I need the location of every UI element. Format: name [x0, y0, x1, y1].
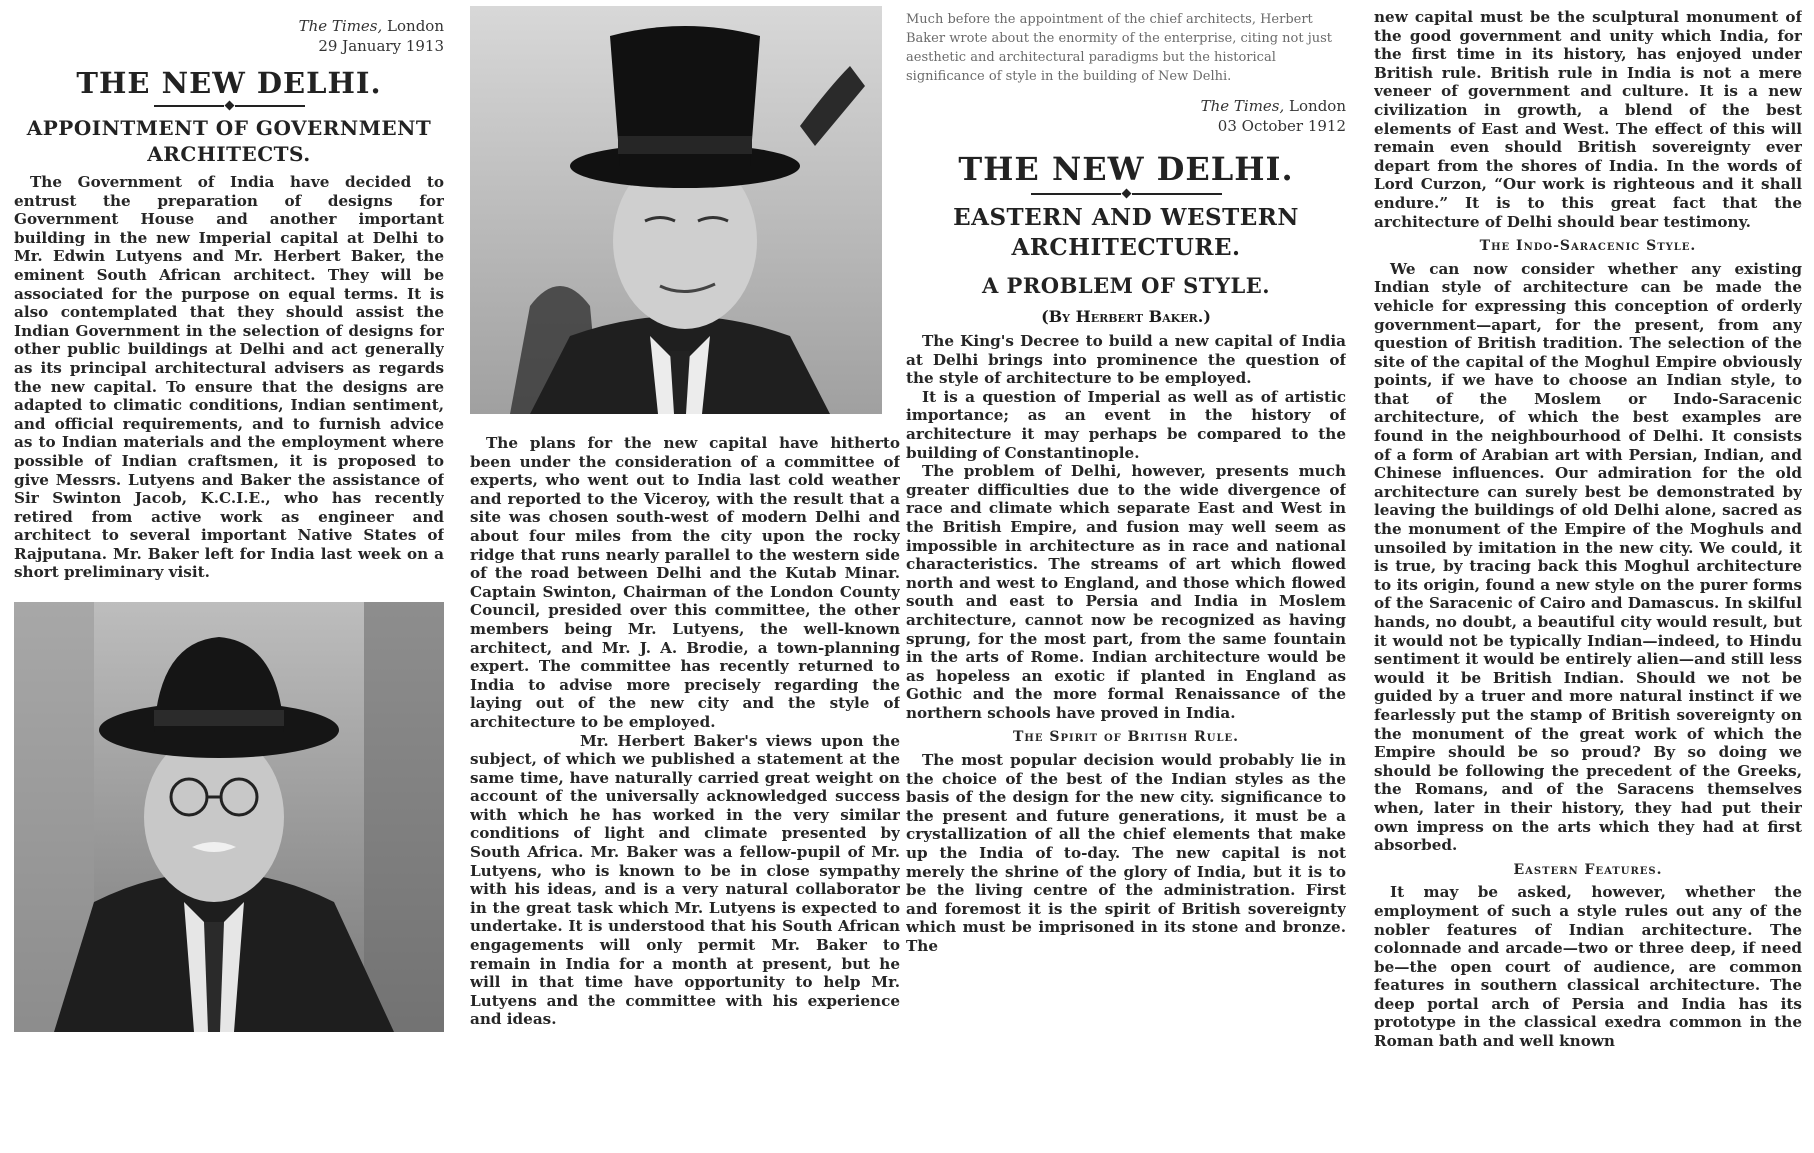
ornament-divider	[906, 190, 1346, 197]
editorial-intro: Much before the appointment of the chief architects, Herbert Baker wrote about the enormity of the enterprise, citing not just aesthetic and architectural paradigms but the historical significance of style in the building of New Delhi.	[906, 12, 1332, 84]
article-title: THE NEW DELHI.	[76, 66, 382, 100]
article-body	[14, 173, 444, 582]
source-city: London	[387, 17, 444, 35]
section-heading: The Spirit of British Rule.	[1012, 729, 1240, 746]
section-heading: The Indo-Saracenic Style.	[1479, 238, 1697, 255]
article-title: THE NEW DELHI.	[958, 150, 1294, 188]
article-body-continued	[470, 434, 900, 1029]
byline: (By Herbert Baker.)	[1041, 307, 1211, 326]
body-paragraph: Mr. Herbert Baker's views upon the subject, of which we published a statement at the same time, have naturally carried great weight on account of the universally acknowledged success with which he has worked in the very similar conditions of light and climate presented by South Africa. Mr. Baker was a fellow-pupil of Mr. Lutyens, who is known to be in close sympathy with his ideas, and is a very natural collaborator in the great task which Mr. Lutyens is expected to undertake. It is understood that his South African engagements will only permit Mr. Baker to remain in India for a month at present, but he will in that time have opportunity to help Mr. Lutyens and the committee with his experience and ideas.	[470, 731, 900, 1029]
source-line	[906, 96, 1346, 136]
body-paragraph: The problem of Delhi, however, presents much greater difficulties due to the wide divergence of race and climate which separate East and West in the British Empire, and fusion may well seem as impossible in architecture as in race and national characteristics. The streams of art which flowed north and west to England, and those which flowed south and east to Persia and India in Moslem architecture, cannot now be recognized as having sprung, for the most part, from the same fountain in the arts of Rome. Indian architecture would be as hopeless an exotic if planted in England as Gothic and the more formal Renaissance of the northern schools have proved in India.	[906, 462, 1346, 722]
source-city: London	[1289, 97, 1346, 115]
article-body	[906, 332, 1346, 956]
body-paragraph: The most popular decision would probably lie in the choice of the best of the Indian styles as the basis of the design for the new city. significance to the present and future generations, it must be a crystallization of all the chief elements that make up the India of to-day. The new capital is not merely the shrine of the glory of India, but it is to be the living centre of the administration. First and foremost it is the spirit of British sovereignty which must be imprisoned in its stone and bronze. The	[906, 751, 1346, 955]
section-heading: Eastern Features.	[1513, 861, 1663, 878]
source-date: 29 January 1913	[318, 37, 444, 55]
body-paragraph: It is a question of Imperial as well as of artistic importance; as an event in the history of architecture it may perhaps be compared to the building of Constantinople.	[906, 387, 1346, 462]
body-paragraph: The Government of India have decided to entrust the preparation of designs for Government House and another important building in the new Imperial capital at Delhi to Mr. Edwin Lutyens and Mr. Herbert Baker, the eminent South African architect. They will be associated for the purpose on equal terms. It is also contemplated that they should assist the Indian Government in the selection of designs for other public buildings at Delhi and act generally as its principal architectural advisers as regards the new capital. To ensure that the designs are adapted to climatic conditions, Indian sentiment, and official requirements, and to furnish advice as to Indian materials and the employment where possible of Indian craftsmen, it is proposed to give Messrs. Lutyens and Baker the assistance of Sir Swinton Jacob, K.C.I.E., who has recently retired from active work as engineer and architect to several important Native States of Rajputana. Mr. Baker left for India last week on a short preliminary visit.	[14, 173, 444, 582]
source-name: The Times,	[1200, 97, 1285, 115]
portrait-photo-lutyens	[14, 602, 444, 1032]
portrait-photo-baker	[470, 6, 882, 414]
body-paragraph: The King's Decree to build a new capital of India at Delhi brings into prominence the question of the style of architecture to be employed.	[906, 332, 1346, 388]
body-paragraph: We can now consider whether any existing Indian style of architecture can be made the vehicle for expressing this conception of orderly government—apart, for the present, from any question of British tradition. The selection of the site of the capital of the Moghul Empire obviously points, if we have to choose an Indian style, to that of the Moslem or Indo-Saracenic architecture, of which the best examples are found in the neighbourhood of Delhi. It consists of a form of Arabian art with Persian, Indian, and Chinese influences. Our admiration for the old architecture can surely best be demonstrated by leaving the buildings of old Delhi alone, sacred as the monument of the Empire of the Moghuls and unsoiled by imitation in the new city. We could, it is true, by tracing back this Moghul architecture to its origin, found a new style on the purer forms of the Saracenic of Cairo and Damascus. In skilful hands, no doubt, a beautiful city would result, but it would not be typically Indian—indeed, to Hindu sentiment it would be entirely alien—and still less would it be British Indian. Should we not be guided by a truer and more natural instinct if we fearlessly put the stamp of British sovereignty on the monument of the great work of which the Empire should be so proud? By so doing we should be following the precedent of the Greeks, the Romans, and of the Saracens themselves when, later in their history, they had put their own impress on the arts which they had at first absorbed.	[1374, 259, 1802, 855]
ornament-divider	[14, 102, 444, 109]
column-3	[906, 0, 1346, 1153]
column-4	[1374, 0, 1802, 1153]
body-paragraph: It may be asked, however, whether the employment of such a style rules out any of the nobler features of Indian architecture. The colonnade and arcade—two or three deep, if need be—the open court of audience, are common features in southern classical architecture. The deep portal arch of Persia and India has its prototype in the classical exedra common in the Roman bath and well known	[1374, 883, 1802, 1051]
source-date: 03 October 1912	[1217, 117, 1346, 135]
source-name: The Times,	[298, 17, 383, 35]
body-paragraph: The plans for the new capital have hitherto been under the consideration of a committee of experts, who went out to India last cold weather and reported to the Viceroy, with the result that a site was chosen south-west of modern Delhi and about four miles from the city upon the rocky ridge that runs nearly parallel to the western side of the road between Delhi and the Kutab Minar. Captain Swinton, Chairman of the London County Council, presided over this committee, the other members being Mr. Lutyens, the well-known architect, and Mr. J. A. Brodie, a town-planning expert. The committee has recently returned to India to advise more precisely regarding the laying out of the new city and the style of architecture to be employed.	[470, 434, 900, 731]
body-paragraph: new capital must be the sculptural monument of the good government and unity which India, for the first time in its history, has enjoyed under British rule. British rule in India is not a mere veneer of government and culture. It is a new civilization in growth, a blend of the best elements of East and West. The effect of this will remain even should British sovereignty ever depart from the shores of India. In the words of Lord Curzon, “Our work is righteous and it shall endure.” It is to this great fact that the architecture of Delhi should bear testimony.	[1374, 8, 1802, 231]
column-2	[470, 0, 900, 1153]
article-body-continued	[1374, 8, 1802, 1051]
article-heading: EASTERN AND WESTERN ARCHITECTURE.	[953, 204, 1299, 261]
article-heading: APPOINTMENT OF GOVERNMENT ARCHITECTS.	[26, 116, 432, 166]
source-line	[14, 16, 444, 56]
article-subheading: A PROBLEM OF STYLE.	[981, 273, 1271, 298]
column-1	[14, 0, 444, 1153]
